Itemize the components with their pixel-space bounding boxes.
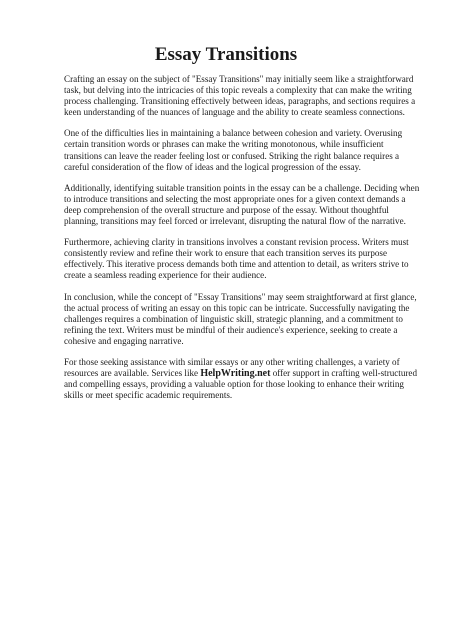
paragraph-transition-points: Additionally, identifying suitable transition points in the essay can be a challenge. Deciding when to introduce transitions and selecting the most appropriate ones for a given context demands a deep comprehension of the overall structure and purpose of the essay. Without thoughtful planning, transitions may feel forced or irrelevant, disrupting the natural flow of the narrative. — [64, 182, 420, 227]
paragraph-intro: Crafting an essay on the subject of "Essay Transitions" may initially seem like a straightforward task, but delving into the intricacies of this topic reveals a complexity that can make the writing process challenging. Transitioning effectively between ideas, paragraphs, and sections requires a keen understanding of the nuances of language and the ability to create seamless connections. — [64, 74, 416, 118]
paragraph-cohesion: One of the difficulties lies in maintaining a balance between cohesion and variety. Overusing certain transition words or phrases can make the writing monotonous, while insufficient transitions can leave the reader feeling lost or confused. Striking the right balance requires a careful consideration of the flow of ideas and the logical progression of the essay. — [64, 128, 403, 172]
brand-name: HelpWriting.net — [200, 368, 271, 380]
paragraph-revision: Furthermore, achieving clarity in transitions involves a constant revision process. Writers must consistently review and refine their work to ensure that each transition serves its purpose effectively. This iterative process demands both time and attention to detail, as writers strive to create a seamless reading experience for their audience. — [64, 237, 409, 281]
resources-text-after: offer support in crafting well-structured and compelling essays, providing a valuable option for those looking to enhance their writing skills or meet specific academic requirements. — [64, 368, 417, 401]
paragraph-resources — [64, 357, 420, 401]
paragraph-conclusion: In conclusion, while the concept of "Essay Transitions" may seem straightforward at first glance, the actual process of writing an essay on this topic can be intricate. Successfully navigating the challenges requires a combination of linguistic skill, strategic planning, and a commitment to refining the text. Writers must be mindful of their audience's experience, seeking to create a cohesive and engaging narrative. — [64, 291, 417, 346]
document-body — [64, 74, 420, 411]
document-title: Essay Transitions — [154, 44, 298, 65]
resources-text-before: For those seeking assistance with similar essays or any other writing challenges, a variety of resources are available. Services like — [64, 356, 400, 379]
